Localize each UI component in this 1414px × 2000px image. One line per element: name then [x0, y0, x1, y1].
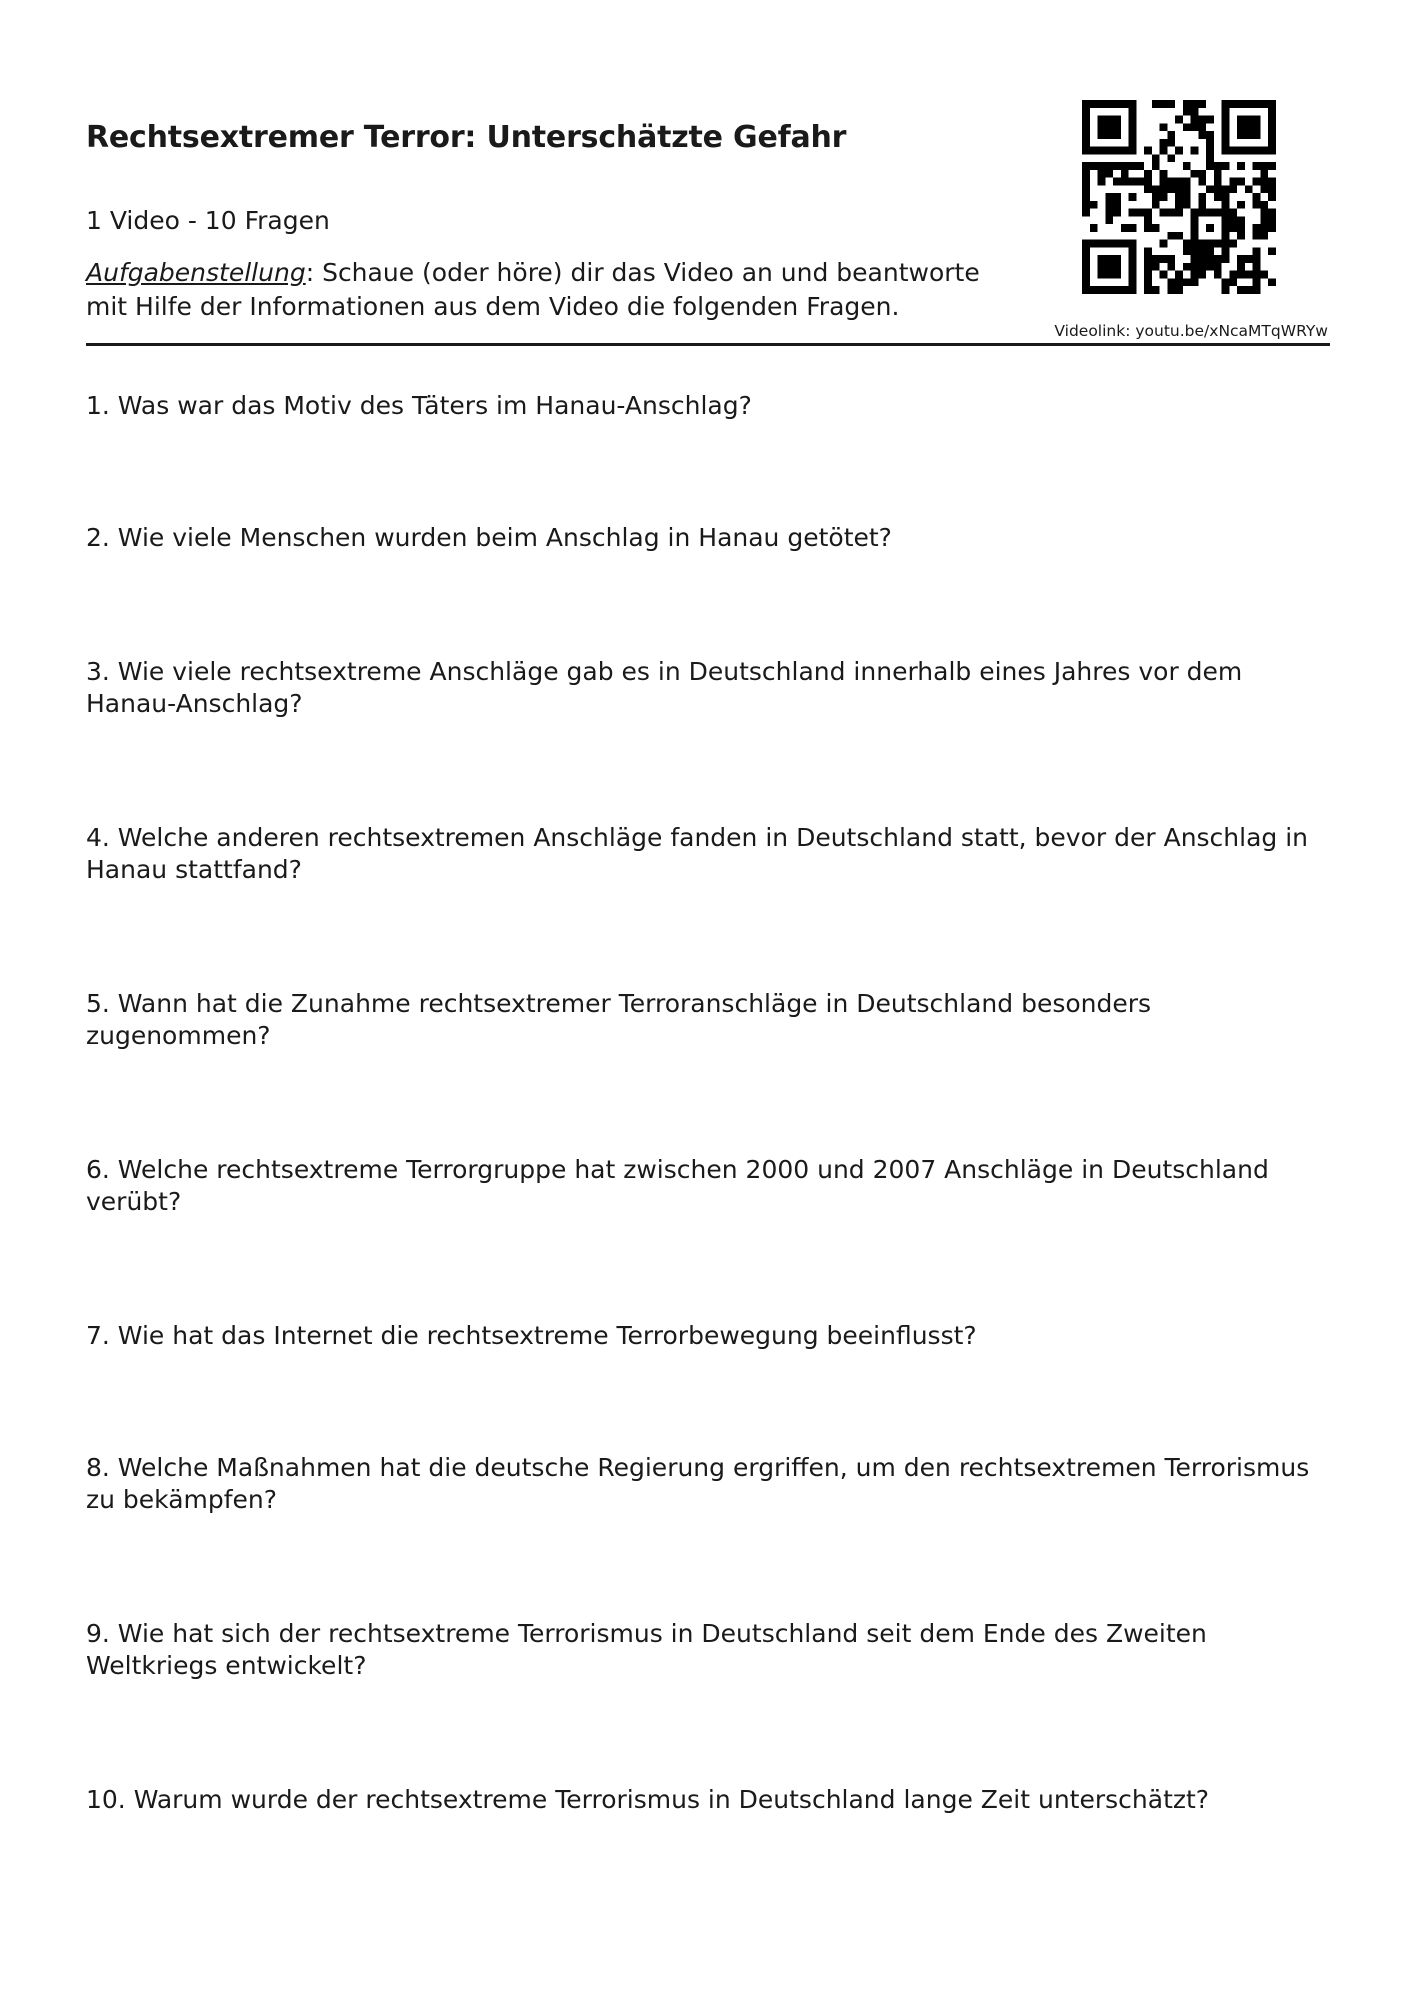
- question-9: 9. Wie hat sich der rechtsextreme Terrorismus in Deutschland seit dem Ende des Zweiten Weltkriegs entwickelt?: [86, 1619, 1207, 1680]
- question-5: 5. Wann hat die Zunahme rechtsextremer Terroranschläge in Deutschland besonders zugenommen?: [86, 989, 1152, 1050]
- task-label: Aufgabenstellung: [86, 258, 306, 287]
- question-6: 6. Welche rechtsextreme Terrorgruppe hat zwischen 2000 und 2007 Anschläge in Deutschland verübt?: [86, 1155, 1269, 1216]
- task-text: : Schaue (oder höre) dir das Video an und beantworte mit Hilfe der Informationen aus dem Video die folgenden Fragen.: [86, 258, 980, 321]
- qr-code-icon[interactable]: [1082, 100, 1276, 294]
- question-10: 10. Warum wurde der rechtsextreme Terrorismus in Deutschland lange Zeit unterschätzt?: [86, 1785, 1210, 1814]
- question-3: 3. Wie viele rechtsextreme Anschläge gab es in Deutschland innerhalb eines Jahres vor dem Hanau-Anschlag?: [86, 657, 1243, 718]
- question-7: 7. Wie hat das Internet die rechtsextreme Terrorbewegung beeinflusst?: [86, 1321, 977, 1350]
- page-title: Rechtsextremer Terror: Unterschätzte Gefahr: [86, 120, 847, 155]
- question-1: 1. Was war das Motiv des Täters im Hanau-Anschlag?: [86, 391, 752, 420]
- header-divider: [86, 343, 1330, 346]
- question-8: 8. Welche Maßnahmen hat die deutsche Regierung ergriffen, um den rechtsextremen Terrorismus zu bekämpfen?: [86, 1453, 1310, 1514]
- task-instructions: [86, 256, 1026, 324]
- page-subtitle: 1 Video - 10 Fragen: [86, 206, 330, 235]
- video-link[interactable]: Videolink: youtu.be/xNcaMTqWRYw: [1054, 322, 1328, 340]
- question-4: 4. Welche anderen rechtsextremen Anschläge fanden in Deutschland statt, bevor der Anschlag in Hanau stattfand?: [86, 823, 1309, 884]
- question-2: 2. Wie viele Menschen wurden beim Anschlag in Hanau getötet?: [86, 523, 892, 552]
